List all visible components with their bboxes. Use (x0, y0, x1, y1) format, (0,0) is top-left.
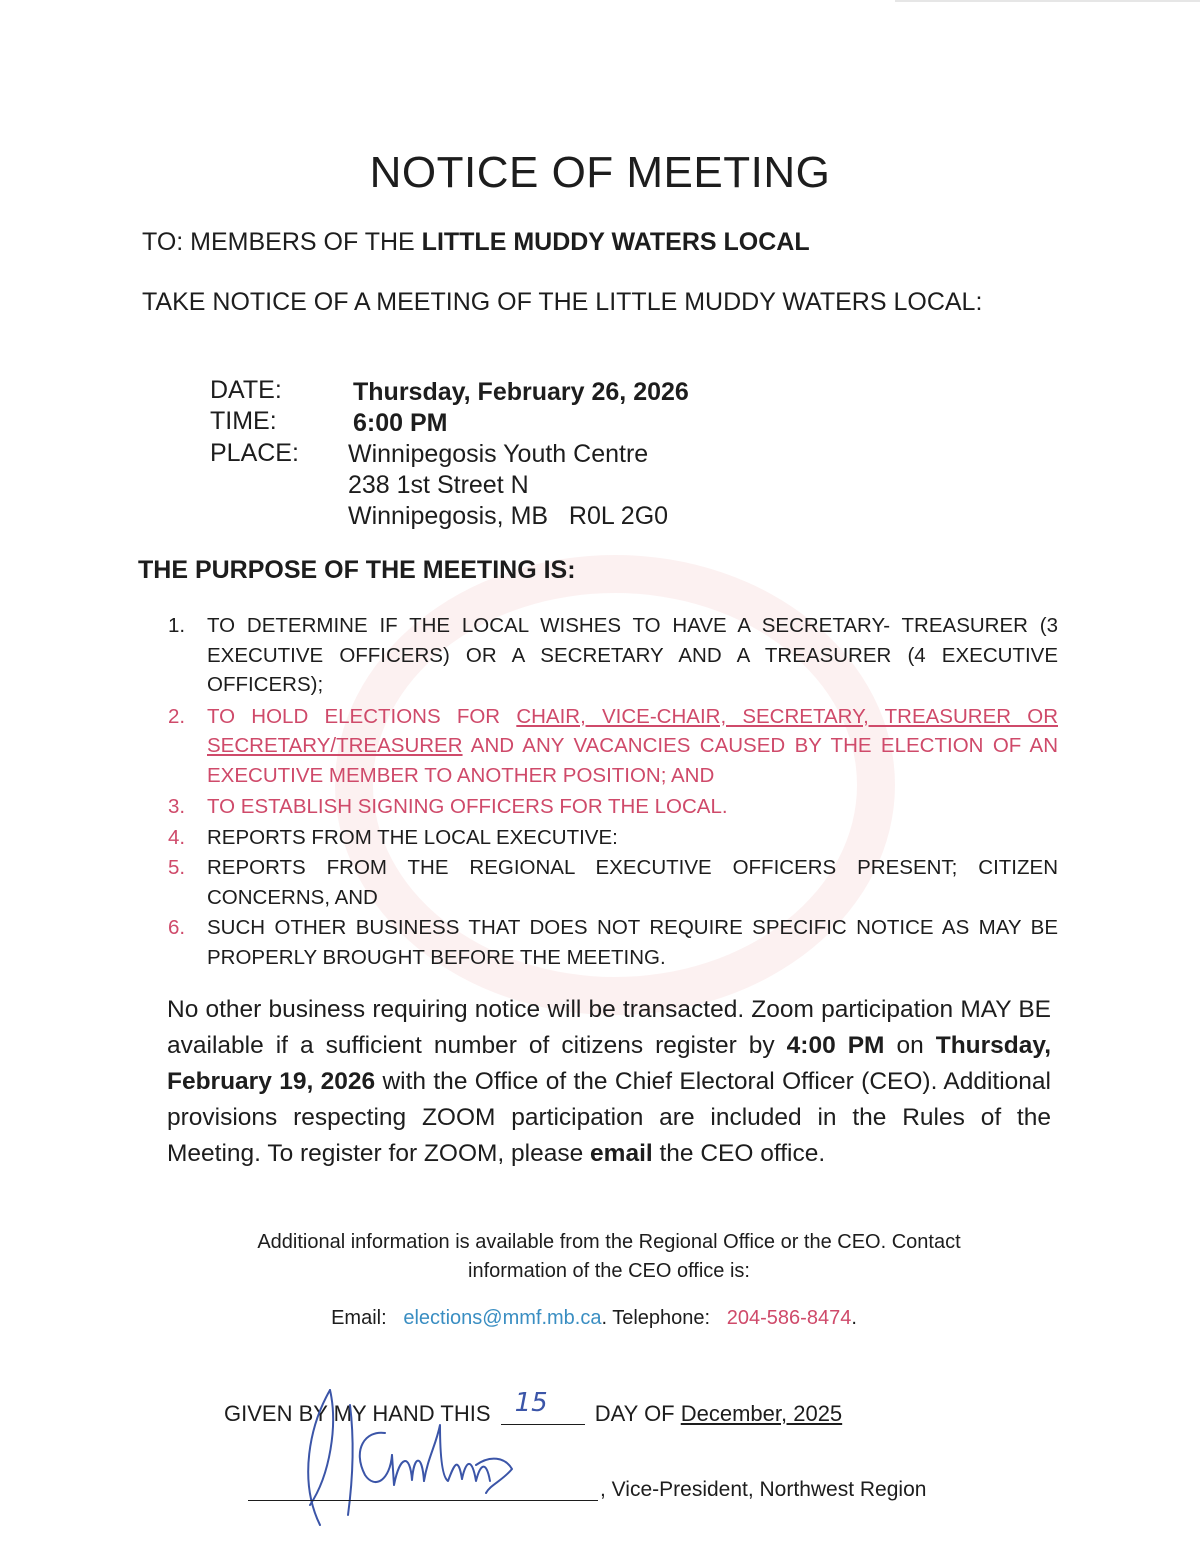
item-number: 3. (168, 795, 186, 818)
take-notice-line: TAKE NOTICE OF A MEETING OF THE LITTLE MUDDY WATERS LOCAL: (142, 288, 983, 316)
contact-line (0, 1307, 1188, 1330)
additional-info (0, 1228, 1200, 1286)
zoom-paragraph (167, 992, 1051, 1172)
phone-number[interactable]: 204-586-8474 (726, 1307, 852, 1329)
purpose-list (168, 611, 1058, 973)
paragraph-part-1: No other business requiring notice will be transacted. Zoom participation MAY BE available if a sufficient number of citizens register by (167, 996, 1051, 1059)
recipient-local: LITTLE MUDDY WATERS LOCAL (421, 228, 810, 256)
email-label: Email: (331, 1307, 387, 1329)
recipient-prefix: TO: MEMBERS OF THE (142, 228, 422, 256)
place-label: PLACE: (210, 439, 299, 467)
additional-info-line-1: Additional information is available from the Regional Office or the CEO. Contact (257, 1231, 961, 1253)
list-item (168, 611, 1058, 700)
paragraph-register-time: 4:00 PM (786, 1032, 885, 1059)
additional-info-line-2: information of the CEO office is: (468, 1260, 750, 1282)
list-item (168, 823, 1058, 853)
list-item (168, 853, 1058, 912)
paragraph-part-4: the CEO office. (652, 1140, 826, 1167)
date-value: Thursday, February 26, 2026 (353, 378, 689, 406)
time-label: TIME: (210, 407, 277, 435)
item-text: REPORTS FROM THE LOCAL EXECUTIVE: (207, 825, 618, 849)
item-text: TO ESTABLISH SIGNING OFFICERS FOR THE LOCAL. (207, 795, 728, 818)
page-fold-line (895, 0, 1200, 2)
paragraph-register-date: Thursday, February 19, 2026 (167, 1032, 1052, 1095)
place-line-1: Winnipegosis Youth Centre (348, 440, 649, 468)
phone-period: . (851, 1307, 857, 1329)
email-link[interactable]: elections@mmf.mb.ca (403, 1307, 602, 1329)
item-text-positions: CHAIR, VICE-CHAIR, SECRETARY, TREASURER OR SECRETARY/TREASURER (207, 704, 1058, 757)
item-number: 6. (168, 916, 186, 939)
given-prefix: GIVEN BY MY HAND THIS (224, 1401, 497, 1426)
list-item (168, 702, 1058, 791)
telephone-label: . Telephone: (601, 1307, 711, 1329)
item-text: REPORTS FROM THE REGIONAL EXECUTIVE OFFICERS PRESENT; CITIZEN CONCERNS, AND (207, 856, 1058, 909)
handwritten-day: 15 (514, 1388, 548, 1418)
item-number: 1. (168, 614, 186, 637)
item-text-pre: TO HOLD ELECTIONS FOR (207, 704, 517, 728)
item-number: 2. (168, 704, 186, 728)
item-text: TO DETERMINE IF THE LOCAL WISHES TO HAVE A SECRETARY- TREASURER (3 EXECUTIVE OFFICERS) OR A SECRETARY AND A TREASURER (4 EXECUTIVE OFFICERS); (207, 614, 1058, 696)
signature-line (248, 1500, 598, 1501)
place-line-3: Winnipegosis, MB R0L 2G0 (348, 502, 669, 530)
purpose-heading: THE PURPOSE OF THE MEETING IS: (138, 556, 576, 584)
item-number: 4. (168, 825, 186, 849)
date-label: DATE: (210, 376, 282, 404)
given-month-year: December, 2025 (680, 1401, 843, 1426)
list-item (168, 792, 1058, 822)
paragraph-part-3: with the Office of the Chief Electoral Officer (CEO). Additional provisions respecting ZOOM participation are included in the Rules of the Meeting. To register for ZOOM, please (167, 1068, 1051, 1167)
place-line-2: 238 1st Street N (348, 471, 529, 499)
handwritten-signature (290, 1385, 530, 1535)
recipient-line (142, 228, 810, 257)
item-text-post: AND ANY VACANCIES CAUSED BY THE ELECTION OF AN EXECUTIVE MEMBER TO ANOTHER POSITION; AND (207, 734, 1058, 787)
item-text: SUCH OTHER BUSINESS THAT DOES NOT REQUIRE SPECIFIC NOTICE AS MAY BE PROPERLY BROUGHT BEFORE THE MEETING. (207, 916, 1058, 969)
given-middle: DAY OF (588, 1401, 681, 1426)
paragraph-email-word: email (590, 1140, 653, 1167)
list-item (168, 913, 1058, 972)
item-number: 5. (168, 856, 186, 879)
time-value: 6:00 PM (353, 409, 448, 437)
signer-title: , Vice-President, Northwest Region (600, 1478, 927, 1501)
paragraph-part-2: on (884, 1032, 936, 1059)
page-title: NOTICE OF MEETING (369, 148, 831, 197)
